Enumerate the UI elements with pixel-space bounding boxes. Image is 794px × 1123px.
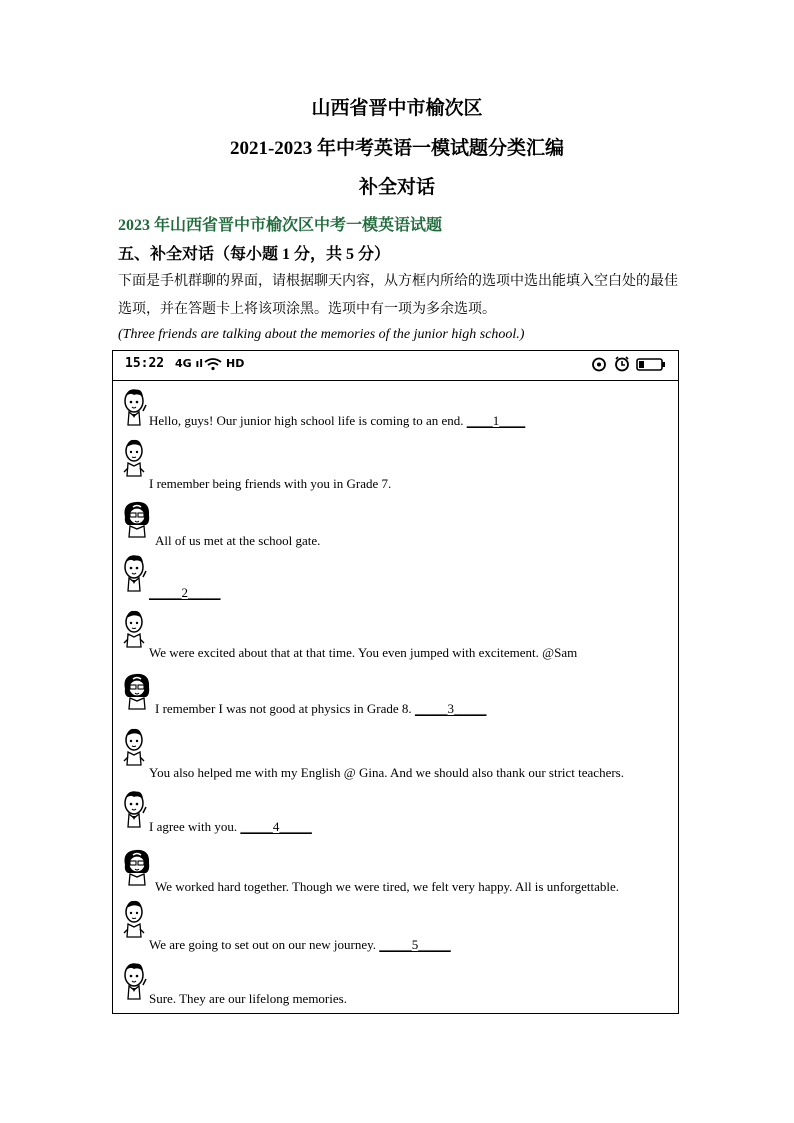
document-title-region: 山西省晋中市榆次区 [311,98,483,119]
chat-message-text [149,585,221,601]
phone-status-bar [113,351,678,381]
boy-avatar-icon [122,899,148,943]
message-body: We worked hard together. Though we were tired, we felt very happy. All is unforgettable. [155,879,620,894]
message-body: You also helped me with my English @ Gina. And we should also thank our strict teachers. [149,765,624,780]
wifi-icon [204,357,222,371]
message-body: We were excited about that at that time. You even jumped with excitement. @Sam [149,645,578,660]
signal-icon: 4G ıl [175,357,204,370]
chat-message [113,499,678,551]
battery-icon [636,358,666,371]
chat-message [113,899,678,951]
message-body: I agree with you. [149,819,241,834]
chat-message-text [149,937,451,953]
chat-message-text [155,701,486,717]
girl-avatar-icon [122,671,148,715]
boy-avatar-icon [122,387,148,431]
chat-message [113,387,678,439]
message-body: We are going to set out on our new journey. [149,937,380,952]
message-body: Sure. They are our lifelong memories. [149,991,347,1006]
chat-message [113,671,678,723]
boy-avatar-icon [122,553,148,597]
message-body: Hello, guys! Our junior high school life is coming to an end. [149,413,467,428]
chat-message-text [149,991,347,1007]
hd-icon: HD [226,357,245,370]
answer-blank: _____3_____ [414,701,487,716]
boy-avatar-icon [122,609,148,653]
message-body: I remember being friends with you in Grade 7. [149,476,392,491]
answer-blank: ____1____ [466,413,526,428]
chat-message-text [149,476,391,492]
chat-message [113,727,678,779]
instruction-line-2: 选项，并在答题卡上将该项涂黑。选项中有一项为多余选项。 [118,301,496,317]
chat-message-text [155,879,619,895]
document-title-topic: 补全对话 [358,177,435,198]
answer-blank: _____2_____ [149,585,221,600]
instruction-line-1: 下面是手机群聊的界面，请根据聊天内容，从方框内所给的选项中选出能填入空白处的最佳 [118,273,678,289]
message-body: All of us met at the school gate. [155,533,321,548]
status-time: 15:22 [125,356,165,371]
dialogue-context: (Three friends are talking about the memories of the junior high school.) [118,327,525,342]
chat-message-text [155,533,320,549]
chat-message-text [149,645,577,661]
chat-message-text [149,819,312,835]
answer-blank: _____4_____ [240,819,312,834]
clock-icon [613,356,631,372]
boy-avatar-icon [122,961,148,1005]
chat-message [113,847,678,899]
answer-blank: _____5_____ [379,937,451,952]
chat-message [113,553,678,605]
chat-message [113,438,678,490]
document-title-series: 2021-2023 年中考英语一模试题分类汇编 [229,138,565,159]
boy-avatar-icon [122,438,148,482]
message-body: I remember I was not good at physics in Grade 8. [155,701,415,716]
part-title: 五、补全对话（每小题 1 分，共 5 分） [118,246,391,263]
chat-message [113,789,678,841]
alarm-icon [590,356,608,372]
phone-chat-screen [112,350,679,1014]
girl-avatar-icon [122,847,148,891]
chat-message [113,609,678,661]
chat-message-text [149,765,624,781]
girl-avatar-icon [122,499,148,543]
chat-message-text [149,413,525,429]
chat-message [113,961,678,1013]
boy-avatar-icon [122,789,148,833]
boy-avatar-icon [122,727,148,771]
section-heading: 2023 年山西省晋中市榆次区中考一模英语试题 [118,217,443,234]
